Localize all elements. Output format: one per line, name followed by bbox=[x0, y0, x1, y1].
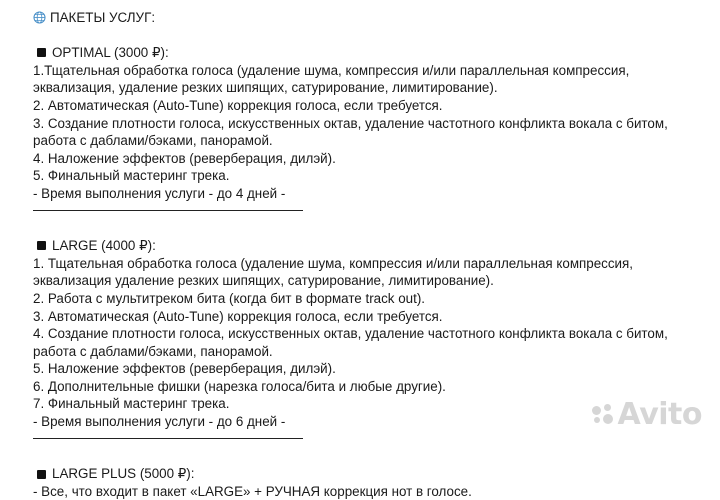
black-square-icon bbox=[37, 48, 46, 57]
package-title: OPTIMAL (3000 ₽): bbox=[52, 45, 169, 61]
package-line: эквализация, удаление резких шипящих, сатурирование, лимитирование). bbox=[33, 80, 498, 96]
avito-watermark bbox=[592, 397, 702, 432]
package-line: эквализация удаление резких шипящих, сатурирование, лимитирование). bbox=[33, 273, 494, 289]
black-square-icon bbox=[37, 241, 46, 250]
services-header bbox=[33, 9, 720, 27]
divider-line bbox=[33, 438, 303, 439]
package-line: 2. Автоматическая (Auto-Tune) коррекция голоса, если требуется. bbox=[33, 97, 443, 113]
package-optimal-title bbox=[33, 44, 720, 62]
package-line: 1.Тщательная обработка голоса (удаление шума, компрессия и/или параллельная компрессия, bbox=[33, 62, 630, 78]
package-line: работа с даблами/бэками, панорамой. bbox=[33, 133, 273, 149]
package-line: 5. Наложение эффектов (реверберация, дилэй). bbox=[33, 361, 336, 377]
package-line: 6. Дополнительные фишки (нарезка голоса/бита и любые другие). bbox=[33, 378, 446, 394]
package-title: LARGE PLUS (5000 ₽): bbox=[52, 466, 195, 482]
package-large-plus-title bbox=[33, 465, 720, 483]
services-title: ПАКЕТЫ УСЛУГ: bbox=[50, 10, 156, 25]
avito-dots-icon bbox=[592, 404, 614, 426]
black-square-icon bbox=[37, 470, 46, 479]
package-line: работа с даблами/бэками, панорамой. bbox=[33, 343, 273, 359]
package-line: 5. Финальный мастеринг трека. bbox=[33, 168, 230, 184]
package-line: 3. Автоматическая (Auto-Tune) коррекция голоса, если требуется. bbox=[33, 308, 443, 324]
package-line: 1. Тщательная обработка голоса (удаление шума, компрессия и/или параллельная компрессия, bbox=[33, 255, 634, 271]
avito-logo-text: Avito bbox=[617, 397, 702, 432]
package-line: 7. Финальный мастеринг трека. bbox=[33, 396, 230, 412]
package-line: - Время выполнения услуги - до 6 дней - bbox=[33, 414, 286, 430]
package-line: 4. Наложение эффектов (реверберация, дилэй). bbox=[33, 150, 336, 166]
package-line: 4. Создание плотности голоса, искусственных октав, удаление частотного конфликта вокала с битом, bbox=[33, 326, 668, 342]
package-line: 3. Создание плотности голоса, искусственных октав, удаление частотного конфликта вокала с битом, bbox=[33, 115, 668, 131]
package-line: 2. Работа с мультитреком бита (когда бит в формате track out). bbox=[33, 290, 426, 306]
package-title: LARGE (4000 ₽): bbox=[52, 238, 156, 254]
globe-icon bbox=[33, 11, 46, 24]
divider-line bbox=[33, 210, 303, 211]
package-line: - Все, что входит в пакет «LARGE» + РУЧНАЯ коррекция нот в голосе. bbox=[33, 483, 472, 499]
package-line: - Время выполнения услуги - до 4 дней - bbox=[33, 185, 286, 201]
package-large-title bbox=[33, 237, 720, 255]
